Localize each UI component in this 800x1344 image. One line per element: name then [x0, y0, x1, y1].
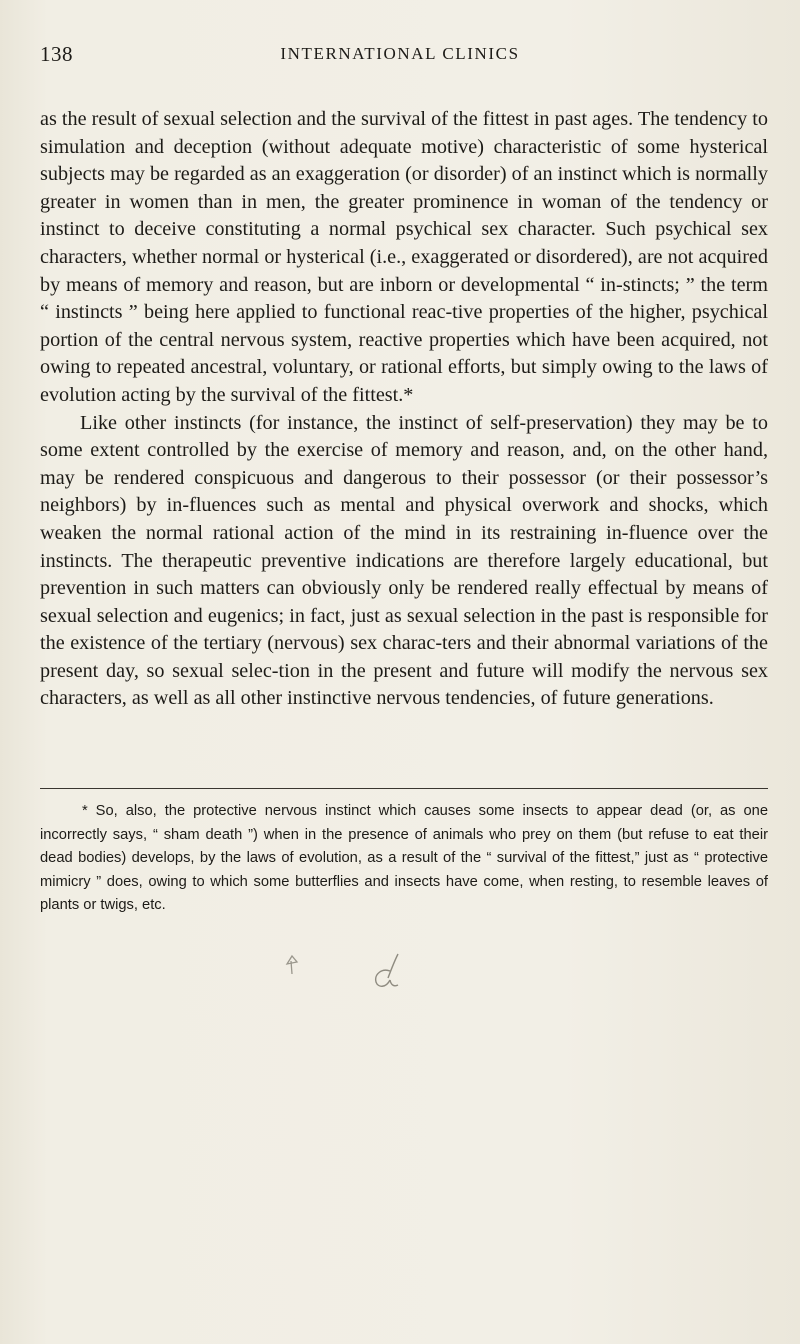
- running-head: [40, 42, 760, 72]
- body-text: [40, 106, 768, 713]
- paragraph-2: Like other instincts (for instance, the instinct of self-preservation) they may be to some extent controlled by the exercise of memory and reason, and, on the other hand, may be rendered conspicuous and dangerous to their possessor (or their possessor’s neighbors) by in-fluences such as mental and physical overwork and shocks, which weaken the normal rational action of the mind in its restraining in-fluence over the instincts. The therapeutic preventive indications are therefore largely educational, but prevention in such matters can obviously only be rendered really effectual by means of sexual selection and eugenics; in fact, just as sexual selection in the past is responsible for the existence of the tertiary (nervous) sex charac-ters and their abnormal variations of the present day, so sexual selec-tion in the present and future will modify the nervous sex characters, as well as all other instinctive nervous tendencies, of future generations.: [40, 411, 768, 710]
- handwritten-marks: [270, 948, 420, 1038]
- pencil-mark-right: [376, 954, 398, 986]
- paragraph-1: as the result of sexual selection and the survival of the fittest in past ages. The tendency to simulation and deception (without adequate motive) characteristic of some hysterical subjects may be regarded as an exaggeration (or disorder) of an instinct which is normally greater in women than in men, the greater prominence in woman of the tendency or instinct to deceive constituting a normal psychical sex character. Such psychical sex characters, whether normal or hysterical (i.e., exaggerated or disordered), are not acquired by means of memory and reason, but are inborn or developmental “ in-stincts; ” the term “ instincts ” being here applied to functional reac-tive properties of the higher, psychical portion of the central nervous system, reactive properties which have been acquired, not owing to repeated ancestral, voluntary, or rational efforts, but simply owing to the laws of evolution acting by the survival of the fittest.*: [40, 108, 768, 406]
- footnote-divider: [40, 788, 768, 789]
- page-number: 138: [40, 42, 73, 66]
- running-title: INTERNATIONAL CLINICS: [280, 44, 520, 63]
- pencil-mark-left: [287, 956, 297, 974]
- footnote-text: * So, also, the protective nervous instinct which causes some insects to appear dead (or, as one incorrectly says, “ sham death ”) when in the presence of animals who prey on them (but refuse to eat their dead bodies) develops, by the laws of evolution, as a result of the “ survival of the fittest,” just as “ protective mimicry ” does, owing to which some butterflies and insects have come, when resting, to resemble leaves of plants or twigs, etc.: [40, 803, 768, 913]
- footnote: [40, 800, 768, 918]
